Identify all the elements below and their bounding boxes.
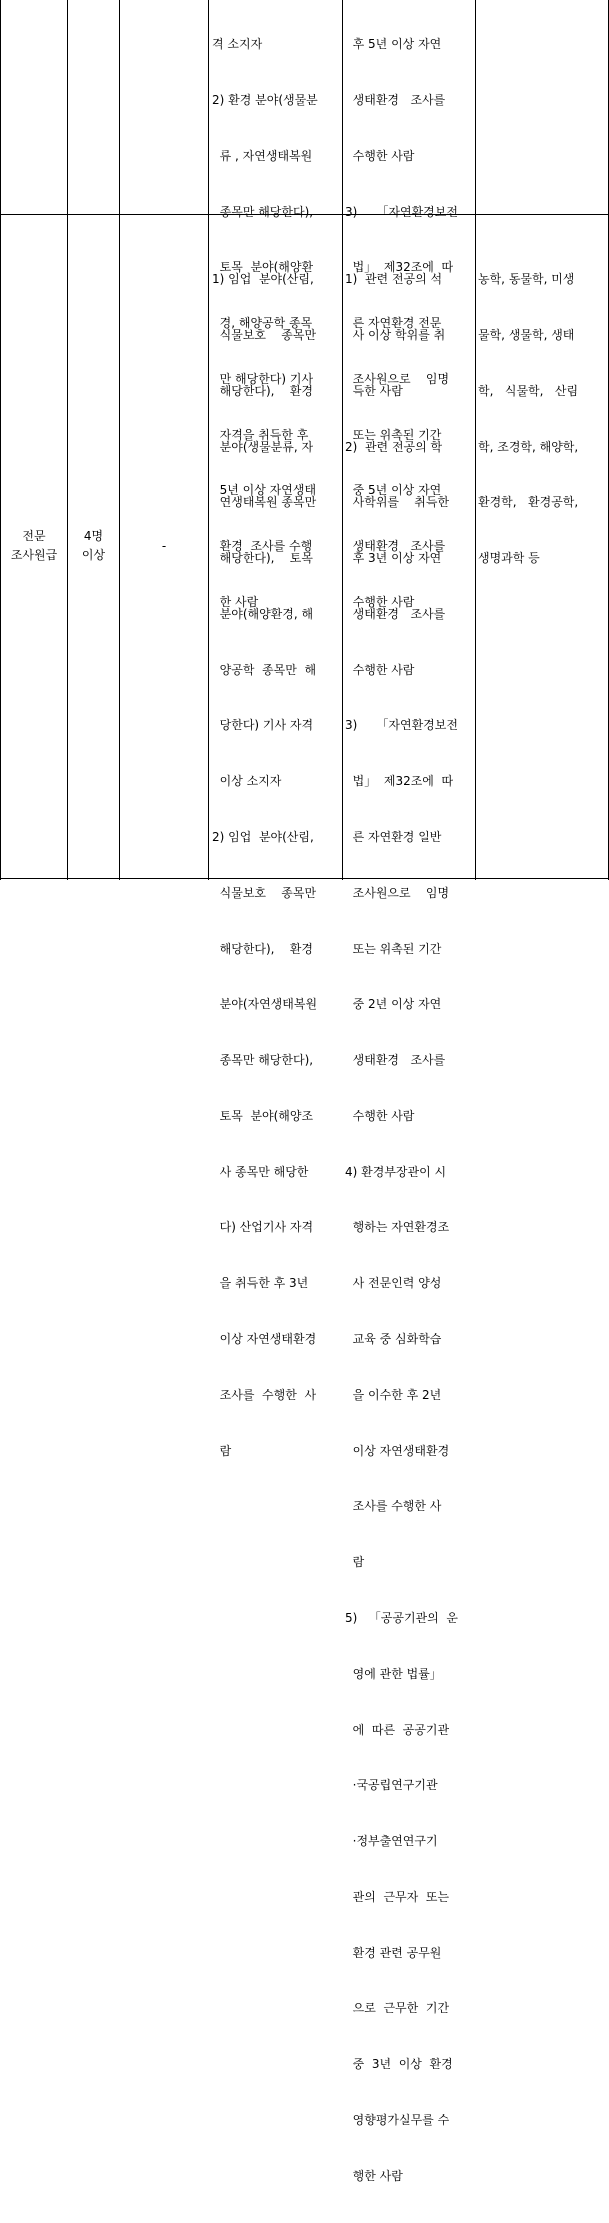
text-line: 을 취득한 후 3년 [212, 1276, 309, 1291]
text-line: 종목만 해당한다), [212, 1053, 314, 1068]
cert-cell [120, 537, 208, 556]
text-line: 람 [212, 1443, 232, 1458]
text-line: 2) 환경 분야(생물분 [212, 92, 318, 107]
text-line: 른 자연환경 일반 [345, 830, 442, 844]
text-line: 환경 관련 공무원 [345, 1945, 442, 1960]
text-line: 생태환경 조사를 [345, 92, 446, 107]
text-line: 만 해당한다) 기사 [212, 371, 314, 386]
text-line: 분야(해양환경, 해 [212, 606, 314, 621]
text-line: 사 이상 학위를 취 [345, 327, 446, 342]
text-line: 학, 조경학, 해양학, [478, 439, 579, 454]
text-line: ·정부출연연구기 [345, 1834, 438, 1849]
text-line: 또는 위촉된 기간 [345, 941, 442, 956]
text-line: 에 따른 공공기관 [345, 1722, 450, 1737]
text-line: 한 사람 [212, 595, 259, 609]
text-line: 후 3년 이상 자연 [345, 551, 442, 566]
text-line: 득한 사람 [345, 383, 403, 398]
text-line: 4) 환경부장관이 시 [345, 1164, 447, 1179]
text-line: 분야(자연생태복원 [212, 997, 318, 1012]
text-line: 식물보호 종목만 [212, 327, 317, 342]
column-divider-1 [67, 0, 68, 880]
text-line: 분야(생물분류, 자 [212, 439, 314, 454]
text-line: 사 전문인력 양성 [345, 1276, 442, 1291]
text-line: 수행한 사람 [345, 595, 415, 609]
grade-line: 조사원급 [10, 548, 58, 562]
count-line: 이상 [81, 548, 106, 562]
text-line: 생태환경 조사를 [345, 606, 446, 621]
text-line: 3) 「자연환경보전 [345, 204, 458, 219]
text-line: 법」 제32조에 따 [345, 260, 454, 275]
count-cell [68, 527, 119, 565]
text-line: 식물보호 종목만 [212, 885, 317, 900]
text-line: 해당한다), 환경 [212, 383, 313, 398]
text-line: 1) 임업 분야(산림, [212, 272, 314, 287]
grade-cell [1, 527, 67, 565]
text-line: ·국공립연구기관 [345, 1778, 438, 1793]
text-line: 생태환경 조사를 [345, 539, 446, 554]
row2-col5-text [345, 233, 475, 2223]
text-line: 농학, 동물학, 미생 [478, 272, 575, 287]
column-divider-5 [475, 0, 476, 880]
text-line: 2) 관련 전공의 학 [345, 439, 443, 454]
text-line: 교육 중 심화학습 [345, 1332, 442, 1347]
text-line: 5) 「공공기관의 운 [345, 1610, 458, 1625]
row2-col6-text [478, 233, 608, 605]
column-divider-3 [208, 0, 209, 880]
text-line: 으로 근무한 기간 [345, 2001, 450, 2016]
text-line: 경, 해양공학 종목 [212, 316, 313, 331]
text-line: 다) 산업기사 자격 [212, 1220, 314, 1235]
text-line: 후 5년 이상 자연 [345, 37, 442, 52]
text-line: 연생태복원 종목만 [212, 495, 317, 510]
text-line: 조사원으로 임명 [345, 371, 450, 386]
cert-value: - [161, 539, 167, 553]
text-line: 조사를 수행한 사 [345, 1499, 442, 1514]
text-line: 수행한 사람 [345, 662, 415, 677]
text-line: 양공학 종목만 해 [212, 662, 317, 677]
text-line: 사 종목만 해당한 [212, 1164, 309, 1179]
count-line: 4명 [83, 529, 104, 543]
text-line: 영향평가실무를 수 [345, 2112, 450, 2127]
text-line: 을 이수한 후 2년 [345, 1387, 442, 1402]
text-line: 또는 위촉된 기간 [345, 427, 442, 442]
text-line: 관의 근무자 또는 [345, 1889, 450, 1904]
text-line: 사학위를 취득한 [345, 495, 450, 510]
text-line: 자격을 취득한 후 [212, 427, 309, 442]
text-line: 류 , 자연생태복원 [212, 148, 313, 163]
text-line: 법」 제32조에 따 [345, 774, 454, 789]
text-line: 조사원으로 임명 [345, 885, 450, 900]
text-line: 중 2년 이상 자연 [345, 997, 442, 1012]
text-line: 중 5년 이상 자연 [345, 483, 442, 498]
text-line: 당한다) 기사 자격 [212, 718, 314, 733]
text-line: 환경학, 환경공학, [478, 495, 579, 510]
text-line: 이상 자연생태환경 [345, 1443, 450, 1458]
text-line: 해당한다), 환경 [212, 941, 313, 956]
text-line: 2) 임업 분야(산림, [212, 830, 314, 844]
text-line: 격 소지자 [212, 37, 263, 52]
table-border-left [0, 0, 1, 880]
text-line: 종목만 해당한다), [212, 204, 314, 219]
text-line: 이상 자연생태환경 [212, 1332, 317, 1347]
text-line: 조사를 수행한 사 [212, 1387, 317, 1402]
text-line: 물학, 생물학, 생태 [478, 327, 575, 342]
text-line: 영에 관한 법률」 [345, 1666, 442, 1681]
column-divider-2 [119, 0, 120, 880]
text-line: 수행한 사람 [345, 1108, 415, 1123]
text-line: 환경 조사를 수행 [212, 539, 313, 554]
text-line: 5년 이상 자연생태 [212, 483, 317, 498]
text-line: 람 [345, 1555, 365, 1570]
text-line: 토목 분야(해양환 [212, 260, 314, 275]
text-line: 행하는 자연환경조 [345, 1220, 450, 1235]
text-line: 이상 소지자 [212, 774, 282, 789]
text-line: 생명과학 등 [478, 551, 540, 566]
text-line: 생태환경 조사를 [345, 1053, 446, 1068]
text-line: 수행한 사람 [345, 148, 415, 163]
text-line: 학, 식물학, 산림 [478, 383, 579, 398]
text-line: 1) 관련 전공의 석 [345, 272, 443, 287]
text-line: 해당한다), 토목 [212, 551, 313, 566]
text-line: 행한 사람 [345, 2168, 403, 2183]
row2-col4-text [212, 233, 344, 1497]
grade-line: 전문 [22, 529, 46, 543]
text-line: 3) 「자연환경보전 [345, 718, 458, 733]
text-line: 토목 분야(해양조 [212, 1108, 314, 1123]
text-line: 른 자연환경 전문 [345, 316, 442, 331]
text-line: 중 3년 이상 환경 [345, 2057, 453, 2072]
